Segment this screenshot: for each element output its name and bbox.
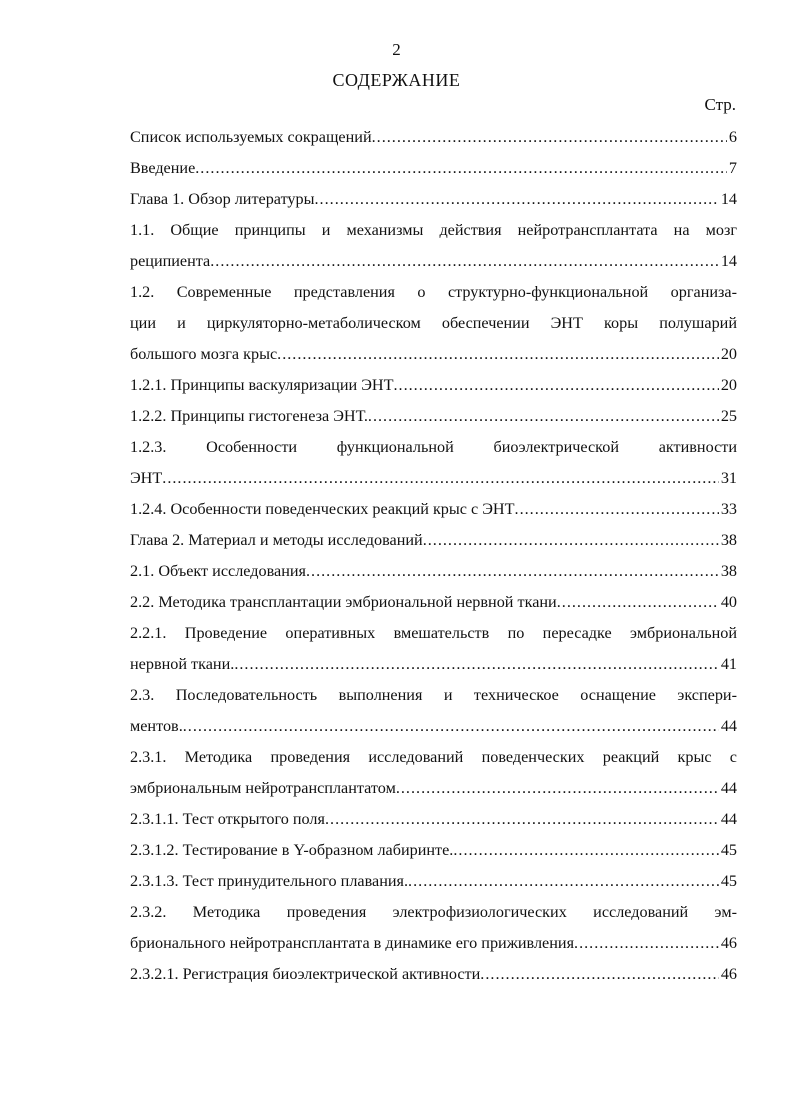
toc-entry-page: 45 (720, 872, 737, 890)
toc-entry-page: 20 (720, 345, 737, 363)
toc-entry-page: 38 (720, 562, 737, 580)
dot-leader (574, 928, 719, 959)
toc-entry-label: большого мозга крыс (130, 345, 278, 363)
toc-entry-page: 6 (728, 128, 737, 146)
toc-entry-row (130, 246, 737, 277)
toc-entry (130, 556, 737, 587)
toc-entry-row (130, 835, 737, 866)
toc-entry-page: 25 (720, 407, 737, 425)
toc-entry-row (130, 370, 737, 401)
toc-entry-page: 45 (720, 841, 737, 859)
toc-entry-page: 38 (720, 531, 737, 549)
toc-entry-row (130, 339, 737, 370)
toc-entry (130, 866, 737, 897)
toc-entry (130, 680, 737, 742)
dot-leader (372, 122, 727, 153)
toc-entry-label: 2.1. Объект исследования (130, 562, 306, 580)
toc-entry-row (130, 494, 737, 525)
dot-leader (396, 773, 719, 804)
toc-entry-label: 2.3.1.1. Тест открытого поля (130, 810, 325, 828)
toc-entry (130, 494, 737, 525)
dot-leader (162, 463, 719, 494)
dot-leader (368, 401, 719, 432)
dot-leader (234, 649, 719, 680)
toc-entry-page: 33 (720, 500, 737, 518)
toc-entry-row (130, 463, 737, 494)
toc-entry-label: нервной ткани. (130, 655, 235, 673)
toc-entry-line: 2.3.2. Методика проведения электрофизиологических исследований эм- (130, 903, 737, 921)
toc-entry-row (130, 866, 737, 897)
toc-entry-page: 14 (720, 190, 737, 208)
toc-entry (130, 587, 737, 618)
toc-entry (130, 215, 737, 277)
toc-entry-row (130, 184, 737, 215)
toc-entry-label: 2.3.1.3. Тест принудительного плавания. (130, 872, 409, 890)
dot-leader (423, 525, 719, 556)
page-number: 2 (392, 40, 401, 59)
dot-leader (325, 804, 719, 835)
toc-entry-label: 1.2.1. Принципы васкуляризации ЭНТ (130, 376, 394, 394)
toc-entry-page: 44 (720, 779, 737, 797)
toc-entry-label: 1.2.2. Принципы гистогенеза ЭНТ. (130, 407, 368, 425)
dot-leader (393, 370, 718, 401)
dot-leader (183, 711, 719, 742)
dot-leader (195, 153, 727, 184)
toc-entry-line: 1.2. Современные представления о структурно-функциональной организа- (130, 283, 737, 301)
toc-entry (130, 153, 737, 184)
toc-entry-row (130, 556, 737, 587)
toc-entry (130, 277, 737, 370)
dot-leader (306, 556, 719, 587)
toc-entry-row (130, 649, 737, 680)
toc-entry-label: 2.3.2.1. Регистрация биоэлектрической активности (130, 965, 481, 983)
toc-entry-page: 7 (728, 159, 737, 177)
dot-leader (557, 587, 719, 618)
toc-entry-page: 46 (720, 965, 737, 983)
toc-entry (130, 432, 737, 494)
toc-entry-page: 14 (720, 252, 737, 270)
toc-entry-page: 31 (720, 469, 737, 487)
dot-leader (277, 339, 719, 370)
toc-entry-row (130, 587, 737, 618)
toc-entry-row (130, 401, 737, 432)
toc-entry-row (130, 153, 737, 184)
toc-entry-line: 2.2.1. Проведение оперативных вмешательств по пересадке эмбриональной (130, 624, 737, 642)
toc-entry-label: Глава 1. Обзор литературы (130, 190, 315, 208)
dot-leader (453, 835, 718, 866)
toc-entry-line: ции и циркуляторно-метаболическом обеспечении ЭНТ коры полушарий (130, 314, 737, 332)
toc-entry-page: 44 (720, 717, 737, 735)
toc-entry-label: брионального нейротрансплантата в динамике его приживления (130, 934, 575, 952)
toc-entry (130, 959, 737, 990)
toc-entry-page: 41 (720, 655, 737, 673)
toc-entry (130, 525, 737, 556)
toc-entry-line: 1.2.3. Особенности функциональной биоэлектрической активности (130, 438, 737, 456)
toc-entry-row (130, 773, 737, 804)
toc-entry-label: эмбриональным нейротрансплантатом (130, 779, 396, 797)
toc-entry-row (130, 525, 737, 556)
dot-leader (480, 959, 719, 990)
toc-entry-page: 40 (720, 593, 737, 611)
toc-entry-row (130, 122, 737, 153)
toc-entry-label: реципиента (130, 252, 211, 270)
toc-entry-row (130, 959, 737, 990)
toc-entry-label: 2.2. Методика трансплантации эмбриональной нервной ткани (130, 593, 557, 611)
toc-entry (130, 835, 737, 866)
toc-title: СОДЕРЖАНИЕ (332, 70, 461, 90)
toc-entry (130, 804, 737, 835)
toc-entry-label: ЭНТ (130, 469, 163, 487)
dot-leader (210, 246, 719, 277)
toc-entry-label: Глава 2. Материал и методы исследований (130, 531, 423, 549)
toc-entry-label: 1.2.4. Особенности поведенческих реакций крыс с ЭНТ (130, 500, 515, 518)
toc-entry-label: Введение (130, 159, 196, 177)
toc-entry (130, 897, 737, 959)
toc-entry-label: 2.3.1.2. Тестирование в Y-образном лабиринте. (130, 841, 454, 859)
pages-column-label: Стр. (704, 95, 736, 114)
toc-entry (130, 742, 737, 804)
toc-entry (130, 370, 737, 401)
toc-entry (130, 401, 737, 432)
toc-entry-page: 46 (720, 934, 737, 952)
toc-entry-line: 2.3. Последовательность выполнения и техническое оснащение экспери- (130, 686, 737, 704)
dot-leader (315, 184, 719, 215)
toc-entry-page: 44 (720, 810, 737, 828)
dot-leader (408, 866, 719, 897)
dot-leader (515, 494, 719, 525)
toc-entry-line: 2.3.1. Методика проведения исследований поведенческих реакций крыс с (130, 748, 737, 766)
toc-entry-label: ментов. (130, 717, 183, 735)
toc-entry (130, 122, 737, 153)
toc-entry-page: 20 (720, 376, 737, 394)
toc-entry-row (130, 928, 737, 959)
toc-entry (130, 184, 737, 215)
toc-entry-line: 1.1. Общие принципы и механизмы действия нейротрансплантата на мозг (130, 221, 737, 239)
toc-entry (130, 618, 737, 680)
toc-entry-row (130, 804, 737, 835)
toc-entry-label: Список используемых сокращений (130, 128, 372, 146)
table-of-contents (130, 122, 737, 990)
toc-entry-row (130, 711, 737, 742)
